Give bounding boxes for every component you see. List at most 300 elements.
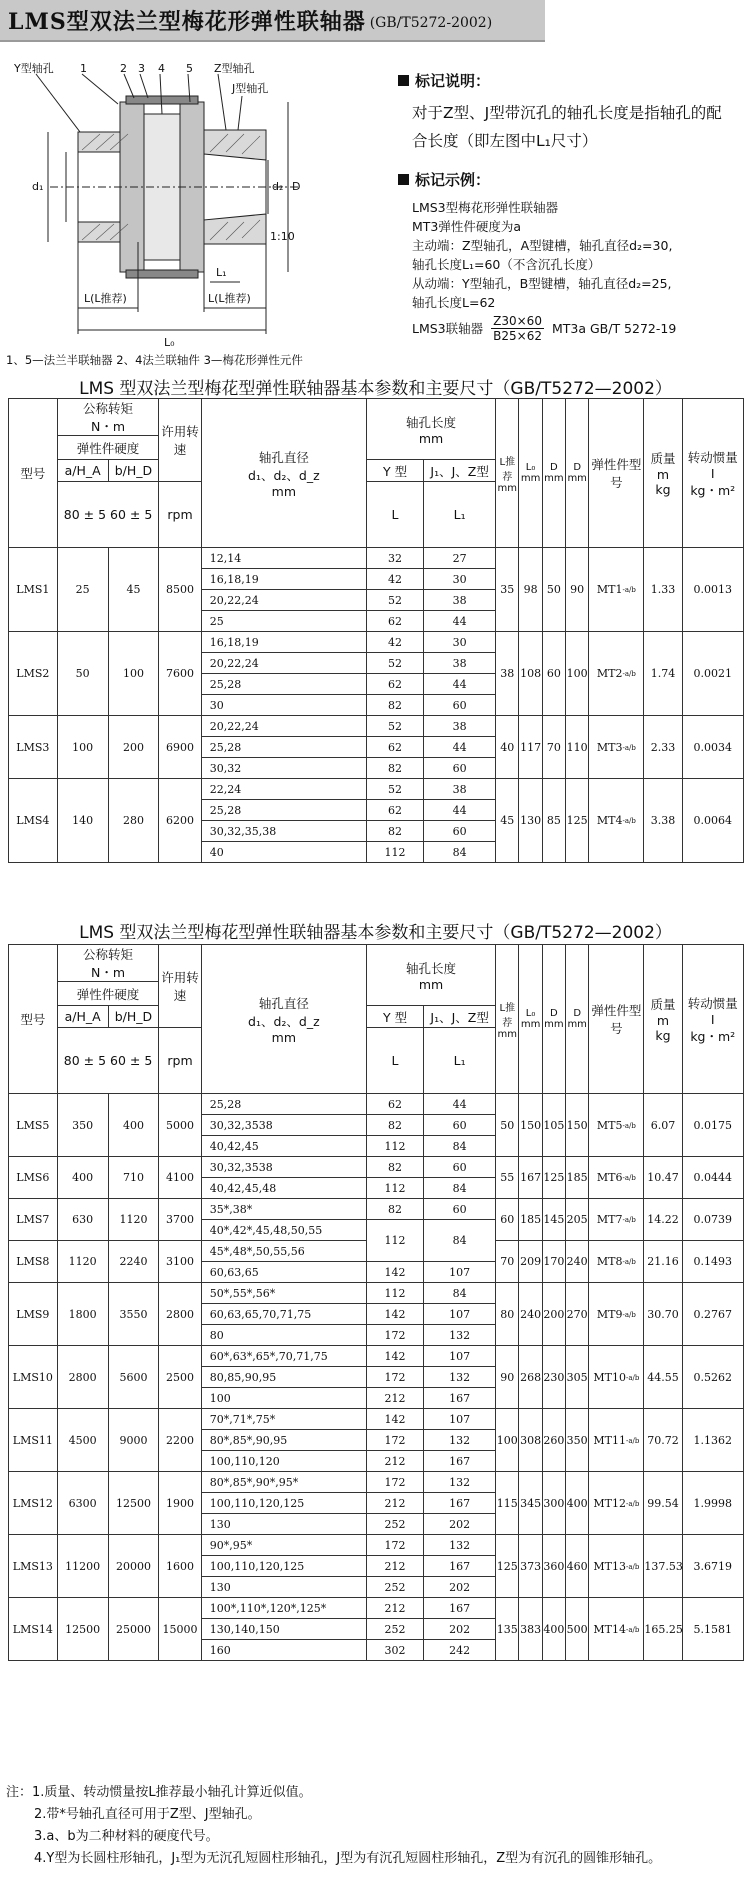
- cell-l: 82: [366, 758, 423, 779]
- cell-l: 172: [366, 1367, 423, 1388]
- cell-element: MT7-a/b: [589, 1199, 644, 1241]
- cell-l0: 383: [519, 1598, 542, 1661]
- header-bore: 轴孔直径 d₁、d₂、d_z mm: [201, 945, 366, 1094]
- cell-l1: 60: [424, 758, 496, 779]
- cell-mass: 44.55: [644, 1346, 682, 1409]
- cell-l: 62: [366, 674, 423, 695]
- bullet-square-icon: [398, 174, 409, 185]
- cell-lrec: 45: [496, 779, 519, 863]
- cell-torque-b: 280: [108, 779, 159, 863]
- cell-l: 62: [366, 737, 423, 758]
- cell-l: 212: [366, 1493, 423, 1514]
- label-d2: d₂: [272, 180, 284, 193]
- header-d2: D mm: [566, 945, 589, 1094]
- cell-bore: 40,42,45: [201, 1136, 366, 1157]
- cell-d2: 270: [566, 1283, 589, 1346]
- cell-torque-a: 50: [57, 632, 108, 716]
- label-part-1: 1: [80, 62, 87, 75]
- cell-l1: 84: [424, 1178, 496, 1199]
- cell-torque-a: 350: [57, 1094, 108, 1157]
- cell-model: LMS12: [9, 1472, 58, 1535]
- cell-element: MT14-a/b: [589, 1598, 644, 1661]
- cell-d: 70: [542, 716, 565, 779]
- cell-element: MT12-a/b: [589, 1472, 644, 1535]
- cell-l1: 44: [424, 800, 496, 821]
- header-lrec: L推荐 mm: [496, 399, 519, 548]
- cell-bore: 130,140,150: [201, 1619, 366, 1640]
- cell-bore: 22,24: [201, 779, 366, 800]
- cell-l1: 202: [424, 1514, 496, 1535]
- cell-model: LMS10: [9, 1346, 58, 1409]
- cell-d2: 185: [566, 1157, 589, 1199]
- cell-bore: 60,63,65: [201, 1262, 366, 1283]
- header-bore: 轴孔直径 d₁、d₂、d_z mm: [201, 399, 366, 548]
- cell-l1: 44: [424, 611, 496, 632]
- cell-model: LMS7: [9, 1199, 58, 1241]
- cell-bore: 25,28: [201, 737, 366, 758]
- cell-model: LMS3: [9, 716, 58, 779]
- header-y: Y 型: [366, 460, 423, 482]
- header-l1: L₁: [424, 1028, 496, 1094]
- cell-lrec: 80: [496, 1283, 519, 1346]
- cell-inertia: 0.0034: [682, 716, 743, 779]
- cell-bore: 130: [201, 1577, 366, 1598]
- cell-torque-a: 1120: [57, 1241, 108, 1283]
- cell-l0: 167: [519, 1157, 542, 1199]
- cell-l1: 202: [424, 1577, 496, 1598]
- cell-l: 82: [366, 695, 423, 716]
- marking-example: LMS3联轴器 $\frac{Z30\times 60}{B25\times 62}$ MT3a GB/T 5272-19: [412, 314, 677, 343]
- cell-l: 42: [366, 569, 423, 590]
- cell-l1: 60: [424, 1115, 496, 1136]
- bullet-square-icon: [398, 75, 409, 86]
- cell-l1: 60: [424, 1199, 496, 1220]
- cell-bore: 35*,38*: [201, 1199, 366, 1220]
- header-y: Y 型: [366, 1006, 423, 1028]
- cell-torque-b: 2240: [108, 1241, 159, 1283]
- cell-speed: 3100: [159, 1241, 201, 1283]
- cell-speed: 2200: [159, 1409, 201, 1472]
- cell-mass: 10.47: [644, 1157, 682, 1199]
- cell-d: 105: [542, 1094, 565, 1157]
- cell-speed: 4100: [159, 1157, 201, 1199]
- cell-l: 212: [366, 1556, 423, 1577]
- cell-model: LMS4: [9, 779, 58, 863]
- table-row: [9, 1346, 744, 1367]
- title-banner: [0, 0, 545, 42]
- cell-mass: 30.70: [644, 1283, 682, 1346]
- cell-l1: 167: [424, 1493, 496, 1514]
- cell-l: 52: [366, 590, 423, 611]
- cell-bore: 70*,71*,75*: [201, 1409, 366, 1430]
- cell-lrec: 135: [496, 1598, 519, 1661]
- cell-l: 112: [366, 1178, 423, 1199]
- cell-inertia: 0.0444: [682, 1157, 743, 1199]
- cell-l: 142: [366, 1262, 423, 1283]
- footnote: 注：1.质量、转动惯量按L推荐最小轴孔计算近似值。: [6, 1785, 312, 1800]
- cell-torque-a: 6300: [57, 1472, 108, 1535]
- header-speed: 许用转速: [159, 945, 201, 1028]
- cell-l0: 98: [519, 548, 542, 632]
- cell-l0: 345: [519, 1472, 542, 1535]
- cell-torque-a: 100: [57, 716, 108, 779]
- header-lrec: L推荐 mm: [496, 945, 519, 1094]
- cell-mass: 1.74: [644, 632, 682, 716]
- cell-torque-b: 200: [108, 716, 159, 779]
- cell-torque-a: 400: [57, 1157, 108, 1199]
- cell-l: 82: [366, 1157, 423, 1178]
- cell-inertia: 5.1581: [682, 1598, 743, 1661]
- header-jz: J₁、J、Z型: [424, 460, 496, 482]
- cell-torque-a: 140: [57, 779, 108, 863]
- label-L0: L₀: [164, 336, 175, 349]
- label-part-5: 5: [186, 62, 193, 75]
- cell-bore: 30,32,3538: [201, 1157, 366, 1178]
- cell-bore: 16,18,19: [201, 569, 366, 590]
- cell-element: MT3-a/b: [589, 716, 644, 779]
- cell-mass: 99.54: [644, 1472, 682, 1535]
- header-hardness: 弹性件硬度: [57, 436, 159, 460]
- cell-element: MT1-a/b: [589, 548, 644, 632]
- cell-bore: 100: [201, 1388, 366, 1409]
- cell-l: 212: [366, 1598, 423, 1619]
- cell-bore: 50*,55*,56*: [201, 1283, 366, 1304]
- cell-bore: 160: [201, 1640, 366, 1661]
- cell-l1: 84: [424, 1220, 496, 1262]
- cell-l0: 268: [519, 1346, 542, 1409]
- cell-torque-a: 4500: [57, 1409, 108, 1472]
- header-ha: a/H_A: [57, 1006, 108, 1028]
- cell-l1: 44: [424, 674, 496, 695]
- cell-speed: 6200: [159, 779, 201, 863]
- header-d2: D mm: [566, 399, 589, 548]
- cell-lrec: 50: [496, 1094, 519, 1157]
- coupling-drawing: [0, 62, 395, 354]
- label-part-4: 4: [158, 62, 165, 75]
- header-hardness: 弹性件硬度: [57, 982, 159, 1006]
- cell-d: 260: [542, 1409, 565, 1472]
- cell-d: 85: [542, 779, 565, 863]
- cell-l1: 202: [424, 1619, 496, 1640]
- cell-l: 112: [366, 842, 423, 863]
- cell-d: 200: [542, 1283, 565, 1346]
- cell-d: 400: [542, 1598, 565, 1661]
- cell-l: 62: [366, 611, 423, 632]
- cell-mass: 137.53: [644, 1535, 682, 1598]
- cell-bore: 25,28: [201, 674, 366, 695]
- cell-mass: 21.16: [644, 1241, 682, 1283]
- cell-d2: 205: [566, 1199, 589, 1241]
- label-z-bore: Z型轴孔: [214, 62, 255, 75]
- cell-l0: 108: [519, 632, 542, 716]
- cell-bore: 20,22,24: [201, 716, 366, 737]
- cell-l0: 308: [519, 1409, 542, 1472]
- cell-bore: 25,28: [201, 800, 366, 821]
- cell-l: 142: [366, 1346, 423, 1367]
- table-row: [9, 716, 744, 737]
- cell-l1: 30: [424, 569, 496, 590]
- footnote: 2.带*号轴孔直径可用于Z型、J型轴孔。: [34, 1807, 261, 1822]
- cell-l: 82: [366, 1199, 423, 1220]
- cell-speed: 8500: [159, 548, 201, 632]
- cell-inertia: 0.0175: [682, 1094, 743, 1157]
- cell-l: 212: [366, 1451, 423, 1472]
- cell-model: LMS6: [9, 1157, 58, 1199]
- header-hardness-values: 80 ± 5 60 ± 5: [57, 1028, 159, 1094]
- cell-lrec: 55: [496, 1157, 519, 1199]
- header-length: 轴孔长度 mm: [366, 399, 495, 460]
- cell-model: LMS8: [9, 1241, 58, 1283]
- cell-d2: 350: [566, 1409, 589, 1472]
- cell-bore: 20,22,24: [201, 590, 366, 611]
- header-rpm: rpm: [159, 482, 201, 548]
- note-description: 对于Z型、J型带沉孔的轴孔长度是指轴孔的配 合长度（即左图中L₁尺寸）: [412, 104, 722, 150]
- label-part-3: 3: [138, 62, 145, 75]
- cell-torque-b: 12500: [108, 1472, 159, 1535]
- cell-lrec: 35: [496, 548, 519, 632]
- cell-l: 82: [366, 1115, 423, 1136]
- cell-d2: 500: [566, 1598, 589, 1661]
- cell-l: 172: [366, 1430, 423, 1451]
- cell-inertia: 0.5262: [682, 1346, 743, 1409]
- example-heading: 标记示例：: [398, 169, 748, 190]
- cell-bore: 40*,42*,45,48,50,55: [201, 1220, 366, 1241]
- cell-torque-a: 1800: [57, 1283, 108, 1346]
- header-hardness-values: 80 ± 5 60 ± 5: [57, 482, 159, 548]
- cell-d2: 460: [566, 1535, 589, 1598]
- cell-l: 252: [366, 1514, 423, 1535]
- cell-bore: 100*,110*,120*,125*: [201, 1598, 366, 1619]
- cell-bore: 30: [201, 695, 366, 716]
- cell-l: 172: [366, 1325, 423, 1346]
- cell-bore: 60*,63*,65*,70,71,75: [201, 1346, 366, 1367]
- cell-speed: 5000: [159, 1094, 201, 1157]
- cell-torque-a: 25: [57, 548, 108, 632]
- cell-lrec: 90: [496, 1346, 519, 1409]
- cell-bore: 30,32,3538: [201, 1115, 366, 1136]
- cell-l: 42: [366, 632, 423, 653]
- cell-bore: 100,110,120,125: [201, 1556, 366, 1577]
- cell-bore: 100,110,120,125: [201, 1493, 366, 1514]
- cell-l0: 240: [519, 1283, 542, 1346]
- cell-speed: 6900: [159, 716, 201, 779]
- cell-l: 212: [366, 1388, 423, 1409]
- cell-d2: 90: [566, 548, 589, 632]
- cell-l: 32: [366, 548, 423, 569]
- cell-lrec: 100: [496, 1409, 519, 1472]
- cell-torque-b: 400: [108, 1094, 159, 1157]
- cell-torque-b: 20000: [108, 1535, 159, 1598]
- table-row: [9, 1409, 744, 1430]
- spec-table-1: [8, 398, 744, 863]
- cell-l: 302: [366, 1640, 423, 1661]
- cell-d2: 100: [566, 632, 589, 716]
- cell-model: LMS5: [9, 1094, 58, 1157]
- header-l0: L₀ mm: [519, 945, 542, 1094]
- label-part-2: 2: [120, 62, 127, 75]
- cell-element: MT11-a/b: [589, 1409, 644, 1472]
- cell-speed: 1600: [159, 1535, 201, 1598]
- header-model: 型号: [9, 399, 58, 548]
- cell-bore: 30,32: [201, 758, 366, 779]
- part-captions: 1、5—法兰半联轴器 2、4法兰联轴件 3—梅花形弹性元件: [6, 353, 303, 367]
- cell-d: 60: [542, 632, 565, 716]
- cell-speed: 1900: [159, 1472, 201, 1535]
- cell-l: 172: [366, 1472, 423, 1493]
- cell-l1: 60: [424, 821, 496, 842]
- table-row: [9, 1472, 744, 1493]
- header-torque: 公称转矩 N・m: [57, 399, 159, 436]
- cell-l: 112: [366, 1136, 423, 1157]
- label-D: D: [292, 180, 301, 193]
- cell-l1: 132: [424, 1430, 496, 1451]
- cell-bore: 40: [201, 842, 366, 863]
- cell-l1: 167: [424, 1451, 496, 1472]
- cell-l: 62: [366, 1094, 423, 1115]
- footnote: 3.a、b为二种材料的硬度代号。: [34, 1829, 219, 1844]
- cell-d2: 110: [566, 716, 589, 779]
- cell-l1: 132: [424, 1325, 496, 1346]
- cell-bore: 16,18,19: [201, 632, 366, 653]
- cell-element: MT9-a/b: [589, 1283, 644, 1346]
- cell-inertia: 0.0021: [682, 632, 743, 716]
- cell-mass: 2.33: [644, 716, 682, 779]
- cell-bore: 20,22,24: [201, 653, 366, 674]
- cell-torque-b: 1120: [108, 1199, 159, 1241]
- table-row: [9, 1094, 744, 1115]
- cell-lrec: 70: [496, 1241, 519, 1283]
- cell-mass: 1.33: [644, 548, 682, 632]
- cell-l: 52: [366, 779, 423, 800]
- cell-l0: 209: [519, 1241, 542, 1283]
- cell-inertia: 3.6719: [682, 1535, 743, 1598]
- cell-inertia: 1.1362: [682, 1409, 743, 1472]
- cell-l: 142: [366, 1409, 423, 1430]
- cell-element: MT2-a/b: [589, 632, 644, 716]
- cell-l1: 107: [424, 1262, 496, 1283]
- cell-torque-b: 710: [108, 1157, 159, 1199]
- cell-l1: 30: [424, 632, 496, 653]
- label-taper: 1:10: [270, 230, 295, 243]
- cell-d: 125: [542, 1157, 565, 1199]
- cell-torque-b: 45: [108, 548, 159, 632]
- cell-bore: 80*,85*,90*,95*: [201, 1472, 366, 1493]
- note-heading: 标记说明：: [398, 70, 748, 91]
- cell-l1: 60: [424, 695, 496, 716]
- cell-mass: 70.72: [644, 1409, 682, 1472]
- cell-bore: 80,85,90,95: [201, 1367, 366, 1388]
- cell-d: 360: [542, 1535, 565, 1598]
- cell-model: LMS1: [9, 548, 58, 632]
- cell-lrec: 38: [496, 632, 519, 716]
- cell-d: 145: [542, 1199, 565, 1241]
- cell-bore: 80*,85*,90,95: [201, 1430, 366, 1451]
- cell-l: 52: [366, 716, 423, 737]
- cell-element: MT8-a/b: [589, 1241, 644, 1283]
- cell-l1: 167: [424, 1388, 496, 1409]
- cell-l1: 132: [424, 1472, 496, 1493]
- cell-l1: 27: [424, 548, 496, 569]
- footnotes: [6, 1782, 661, 1870]
- cell-inertia: 0.0739: [682, 1199, 743, 1241]
- cell-mass: 3.38: [644, 779, 682, 863]
- cell-l0: 373: [519, 1535, 542, 1598]
- cell-l1: 107: [424, 1346, 496, 1367]
- header-ha: a/H_A: [57, 460, 108, 482]
- header-l1: L₁: [424, 482, 496, 548]
- cell-speed: 2800: [159, 1283, 201, 1346]
- cell-inertia: 1.9998: [682, 1472, 743, 1535]
- cell-l0: 150: [519, 1094, 542, 1157]
- table-row: [9, 548, 744, 569]
- cell-l1: 107: [424, 1304, 496, 1325]
- header-mass: 质量 m kg: [644, 399, 682, 548]
- cell-l0: 117: [519, 716, 542, 779]
- cell-torque-a: 11200: [57, 1535, 108, 1598]
- cell-bore: 12,14: [201, 548, 366, 569]
- notes-panel: [398, 70, 748, 343]
- cell-l1: 167: [424, 1598, 496, 1619]
- page-title: LMS型双法兰型梅花形弹性联轴器: [8, 8, 366, 35]
- cell-l: 112: [366, 1283, 423, 1304]
- cell-d: 170: [542, 1241, 565, 1283]
- header-hd: b/H_D: [108, 1006, 159, 1028]
- cell-l1: 107: [424, 1409, 496, 1430]
- cell-l1: 38: [424, 590, 496, 611]
- cell-bore: 130: [201, 1514, 366, 1535]
- cell-l: 172: [366, 1535, 423, 1556]
- cell-d: 300: [542, 1472, 565, 1535]
- cell-model: LMS9: [9, 1283, 58, 1346]
- cell-l1: 44: [424, 737, 496, 758]
- cell-l1: 84: [424, 1283, 496, 1304]
- standard-code: (GB/T5272-2002): [369, 15, 493, 31]
- header-torque: 公称转矩 N・m: [57, 945, 159, 982]
- cell-torque-a: 12500: [57, 1598, 108, 1661]
- cell-lrec: 125: [496, 1535, 519, 1598]
- cell-mass: 165.25: [644, 1598, 682, 1661]
- table-row: [9, 1598, 744, 1619]
- cell-l: 142: [366, 1304, 423, 1325]
- table-row: [9, 1199, 744, 1220]
- example-body: LMS3型梅花形弹性联轴器 MT3弹性件硬度为a 主动端：Z型轴孔，A型键槽，轴孔直径d₂=30, 轴孔长度L₁=60（不含沉孔长度） 从动端：Y型轴孔，B型键槽，轴孔直径d₂=25, 轴孔长度L=62 LMS3联轴器 $\frac{Z30\times 60}{B25\times 62}$ MT3a GB/T 5272-19: [412, 198, 748, 343]
- cell-bore: 100,110,120: [201, 1451, 366, 1472]
- cell-inertia: 0.2767: [682, 1283, 743, 1346]
- cell-l1: 84: [424, 1136, 496, 1157]
- cell-torque-b: 100: [108, 632, 159, 716]
- cell-speed: 3700: [159, 1199, 201, 1241]
- cell-torque-b: 3550: [108, 1283, 159, 1346]
- table-row: [9, 1535, 744, 1556]
- cell-model: LMS14: [9, 1598, 58, 1661]
- table-row: [9, 1157, 744, 1178]
- table-row: [9, 1283, 744, 1304]
- cell-l: 62: [366, 800, 423, 821]
- footnote: 4.Y型为长圆柱形轴孔，J₁型为无沉孔短圆柱形轴孔，J型为有沉孔短圆柱形轴孔，Z型为有沉孔的圆锥形轴孔。: [34, 1851, 662, 1866]
- cell-mass: 6.07: [644, 1094, 682, 1157]
- header-model: 型号: [9, 945, 58, 1094]
- cell-speed: 15000: [159, 1598, 201, 1661]
- cell-element: MT13-a/b: [589, 1535, 644, 1598]
- label-y-bore: Y型轴孔: [14, 62, 54, 75]
- label-j-bore: J型轴孔: [232, 82, 269, 95]
- cell-l1: 132: [424, 1367, 496, 1388]
- cell-torque-a: 2800: [57, 1346, 108, 1409]
- cell-l: 52: [366, 653, 423, 674]
- cell-torque-b: 9000: [108, 1409, 159, 1472]
- cell-l: 112: [366, 1220, 423, 1262]
- label-L-left: L(L推荐): [84, 292, 127, 305]
